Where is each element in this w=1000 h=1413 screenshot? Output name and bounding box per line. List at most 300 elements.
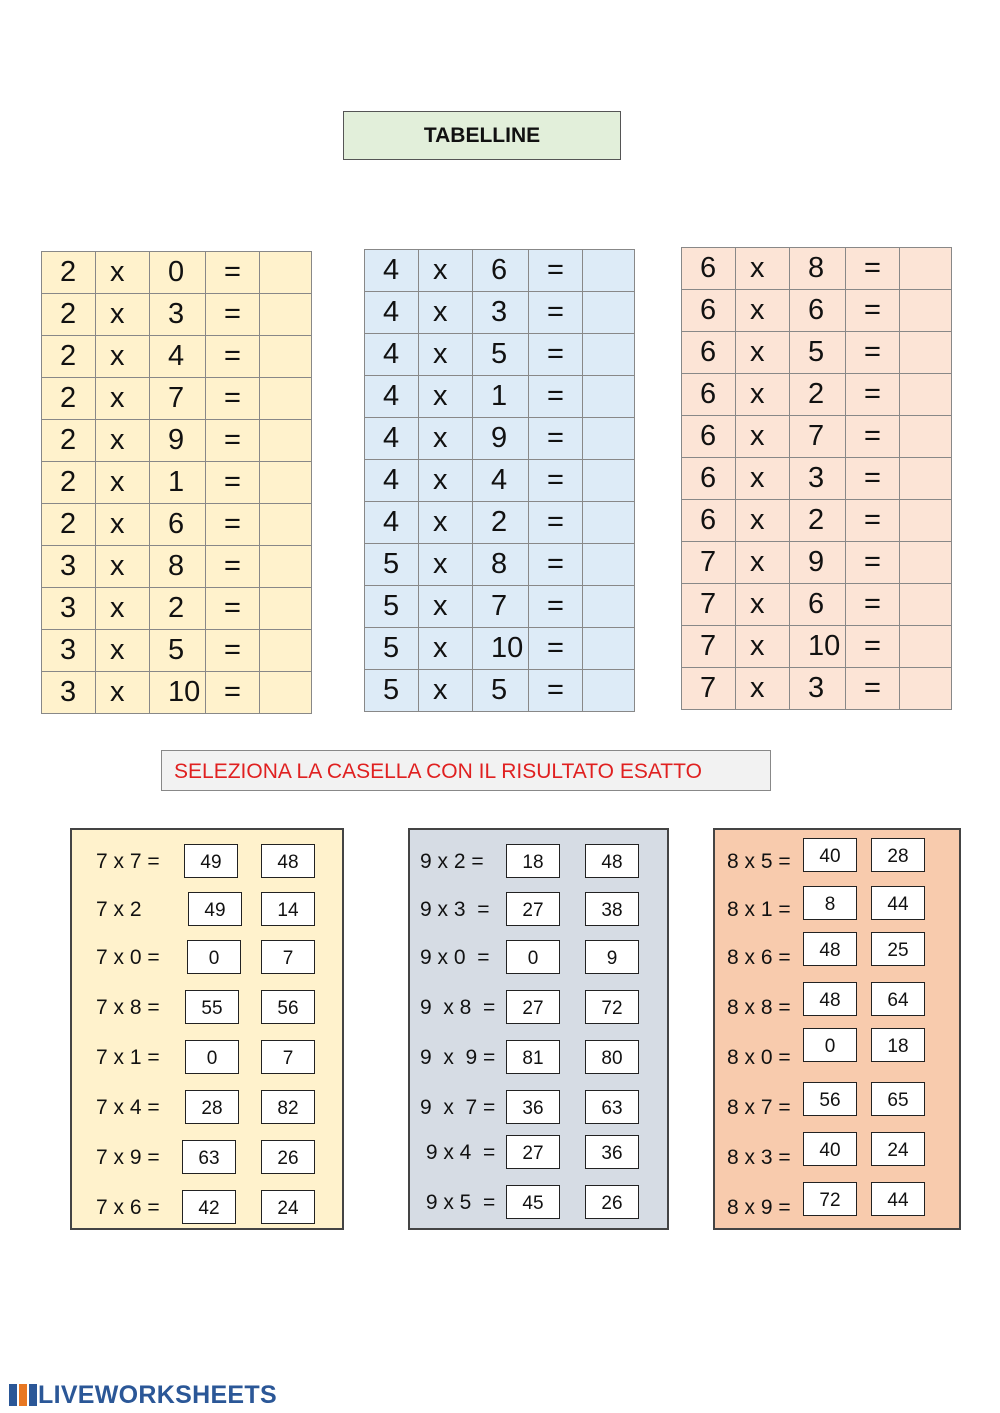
factor-a-cell: 4	[365, 418, 419, 460]
table-row	[42, 672, 312, 714]
answer-input[interactable]	[260, 504, 311, 545]
answer-input[interactable]	[583, 586, 634, 627]
answer-cell[interactable]	[260, 378, 312, 420]
times-sign-cell: x	[419, 376, 473, 418]
factor-a-cell: 4	[365, 460, 419, 502]
table-row	[682, 248, 952, 290]
quiz-question	[715, 940, 959, 980]
factor-a-cell: 3	[42, 546, 96, 588]
factor-b-cell: 2	[790, 500, 846, 542]
factor-a-cell: 6	[682, 332, 736, 374]
answer-option-a[interactable]: 27	[506, 990, 560, 1024]
answer-option-b[interactable]: 26	[585, 1185, 639, 1219]
answer-input[interactable]	[583, 544, 634, 585]
times-sign-cell: x	[419, 670, 473, 712]
times-sign-cell: x	[419, 544, 473, 586]
answer-cell[interactable]	[260, 588, 312, 630]
factor-b-cell: 8	[473, 544, 529, 586]
equals-sign-cell: =	[206, 630, 260, 672]
answer-cell[interactable]	[900, 668, 952, 710]
factor-b-cell: 7	[790, 416, 846, 458]
answer-option-a[interactable]: 55	[185, 990, 239, 1024]
answer-cell[interactable]	[583, 502, 635, 544]
equals-sign-cell: =	[529, 502, 583, 544]
table-row	[682, 500, 952, 542]
answer-input[interactable]	[583, 334, 634, 375]
answer-option-a[interactable]: 42	[182, 1190, 236, 1224]
quiz-question	[410, 1040, 667, 1080]
answer-input[interactable]	[260, 462, 311, 503]
answer-input[interactable]	[583, 628, 634, 669]
factor-b-cell: 5	[473, 670, 529, 712]
times-sign-cell: x	[419, 292, 473, 334]
times-sign-cell: x	[419, 628, 473, 670]
equals-sign-cell: =	[529, 334, 583, 376]
quiz-question	[715, 1036, 959, 1080]
times-sign-cell: x	[96, 336, 150, 378]
answer-option-b[interactable]: 7	[261, 940, 315, 974]
times-sign-cell: x	[736, 416, 790, 458]
answer-input[interactable]	[583, 292, 634, 333]
factor-a-cell: 4	[365, 502, 419, 544]
answer-cell[interactable]	[583, 670, 635, 712]
times-sign-cell: x	[736, 374, 790, 416]
table-row	[42, 294, 312, 336]
times-sign-cell: x	[736, 584, 790, 626]
answer-input[interactable]	[900, 248, 951, 289]
times-sign-cell: x	[736, 458, 790, 500]
answer-option-b[interactable]: 80	[585, 1040, 639, 1074]
factor-a-cell: 4	[365, 250, 419, 292]
answer-option-a[interactable]: 45	[506, 1185, 560, 1219]
equals-sign-cell: =	[846, 584, 900, 626]
factor-b-cell: 10	[790, 626, 846, 668]
answer-option-a[interactable]: 40	[803, 1132, 857, 1166]
times-sign-cell: x	[96, 546, 150, 588]
factor-a-cell: 5	[365, 586, 419, 628]
factor-a-cell: 6	[682, 248, 736, 290]
factor-a-cell: 3	[42, 588, 96, 630]
times-sign-cell: x	[419, 418, 473, 460]
question-label: 8 x 1 =	[727, 898, 791, 921]
table-row	[365, 544, 635, 586]
answer-option-a[interactable]: 8	[803, 886, 857, 920]
factor-b-cell: 10	[473, 628, 529, 670]
answer-cell[interactable]	[900, 500, 952, 542]
quiz-panel-8	[713, 828, 961, 1230]
answer-option-a[interactable]: 49	[188, 892, 242, 926]
answer-option-a[interactable]: 56	[803, 1082, 857, 1116]
table-row	[365, 586, 635, 628]
equals-sign-cell: =	[206, 336, 260, 378]
factor-b-cell: 4	[473, 460, 529, 502]
answer-option-b[interactable]: 7	[261, 1040, 315, 1074]
question-label: 7 x 0 =	[96, 946, 160, 969]
answer-option-b[interactable]: 28	[871, 838, 925, 872]
factor-a-cell: 6	[682, 458, 736, 500]
times-sign-cell: x	[736, 332, 790, 374]
factor-b-cell: 3	[150, 294, 206, 336]
answer-option-b[interactable]: 36	[585, 1135, 639, 1169]
times-sign-cell: x	[419, 460, 473, 502]
liveworksheets-brand-text: LIVEWORKSHEETS	[38, 1380, 277, 1409]
table-row	[365, 334, 635, 376]
quiz-question	[410, 1185, 667, 1225]
factor-a-cell: 2	[42, 420, 96, 462]
answer-option-b[interactable]: 9	[585, 940, 639, 974]
table-row	[365, 292, 635, 334]
answer-option-a[interactable]: 72	[803, 1182, 857, 1216]
equals-sign-cell: =	[206, 462, 260, 504]
table-row	[365, 670, 635, 712]
answer-input[interactable]	[900, 458, 951, 499]
quiz-question	[410, 1135, 667, 1175]
answer-input[interactable]	[260, 252, 311, 293]
question-label: 7 x 9 =	[96, 1146, 160, 1169]
answer-option-b[interactable]: 64	[871, 982, 925, 1016]
equals-sign-cell: =	[529, 670, 583, 712]
quiz-question	[72, 990, 342, 1030]
answer-option-b[interactable]: 44	[871, 1182, 925, 1216]
answer-input[interactable]	[260, 546, 311, 587]
quiz-question	[72, 844, 342, 884]
answer-cell[interactable]	[900, 374, 952, 416]
answer-cell[interactable]	[900, 248, 952, 290]
table-row	[365, 250, 635, 292]
question-label: 9 x 2 =	[420, 850, 484, 873]
factor-a-cell: 5	[365, 628, 419, 670]
answer-option-a[interactable]: 48	[803, 932, 857, 966]
factor-a-cell: 7	[682, 626, 736, 668]
question-label: 9 x 0 =	[420, 946, 490, 969]
times-sign-cell: x	[96, 462, 150, 504]
answer-option-b[interactable]: 14	[261, 892, 315, 926]
times-sign-cell: x	[96, 630, 150, 672]
question-label: 7 x 2	[96, 898, 142, 921]
table-row	[365, 628, 635, 670]
factor-b-cell: 5	[790, 332, 846, 374]
question-label: 7 x 4 =	[96, 1096, 160, 1119]
times-sign-cell: x	[419, 334, 473, 376]
answer-cell[interactable]	[583, 418, 635, 460]
answer-cell[interactable]	[900, 542, 952, 584]
answer-option-b[interactable]: 72	[585, 990, 639, 1024]
quiz-question	[410, 892, 667, 932]
answer-cell[interactable]	[583, 544, 635, 586]
answer-option-a[interactable]: 49	[184, 844, 238, 878]
answer-input[interactable]	[583, 376, 634, 417]
answer-option-a[interactable]: 48	[803, 982, 857, 1016]
quiz-question	[72, 892, 342, 932]
table-row	[42, 252, 312, 294]
factor-a-cell: 5	[365, 544, 419, 586]
times-sign-cell: x	[96, 420, 150, 462]
table-row	[42, 336, 312, 378]
equals-sign-cell: =	[206, 672, 260, 714]
equals-sign-cell: =	[206, 252, 260, 294]
answer-cell[interactable]	[583, 460, 635, 502]
times-sign-cell: x	[96, 504, 150, 546]
answer-cell[interactable]	[900, 626, 952, 668]
times-sign-cell: x	[96, 672, 150, 714]
factor-a-cell: 2	[42, 462, 96, 504]
answer-option-b[interactable]: 48	[585, 844, 639, 878]
answer-option-b[interactable]: 18	[871, 1028, 925, 1062]
answer-cell[interactable]	[583, 250, 635, 292]
answer-cell[interactable]	[900, 458, 952, 500]
answer-cell[interactable]	[260, 504, 312, 546]
factor-b-cell: 9	[473, 418, 529, 460]
quiz-question	[410, 990, 667, 1030]
question-label: 9 x 8 =	[420, 996, 496, 1019]
question-label: 8 x 7 =	[727, 1096, 791, 1119]
times-sign-cell: x	[96, 378, 150, 420]
times-sign-cell: x	[96, 252, 150, 294]
quiz-panel-7	[70, 828, 344, 1230]
question-label: 8 x 6 =	[727, 946, 791, 969]
answer-option-b[interactable]: 63	[585, 1090, 639, 1124]
table-row	[42, 462, 312, 504]
answer-option-b[interactable]: 48	[261, 844, 315, 878]
liveworksheets-logo	[8, 1381, 277, 1409]
answer-input[interactable]	[260, 336, 311, 377]
factor-b-cell: 2	[473, 502, 529, 544]
answer-option-a[interactable]: 40	[803, 838, 857, 872]
liveworksheets-logo-icon	[8, 1382, 38, 1408]
table-row	[365, 460, 635, 502]
factor-b-cell: 6	[790, 290, 846, 332]
answer-input[interactable]	[260, 672, 311, 713]
factor-a-cell: 7	[682, 668, 736, 710]
equals-sign-cell: =	[529, 544, 583, 586]
equals-sign-cell: =	[206, 294, 260, 336]
answer-cell[interactable]	[260, 336, 312, 378]
answer-input[interactable]	[583, 502, 634, 543]
quiz-question	[410, 940, 667, 980]
answer-cell[interactable]	[583, 292, 635, 334]
times-sign-cell: x	[96, 294, 150, 336]
answer-option-a[interactable]: 27	[506, 892, 560, 926]
answer-input[interactable]	[900, 332, 951, 373]
answer-input[interactable]	[583, 250, 634, 291]
table-row	[42, 378, 312, 420]
table-row	[682, 626, 952, 668]
table-row	[682, 332, 952, 374]
answer-option-b[interactable]: 56	[261, 990, 315, 1024]
quiz-question	[715, 892, 959, 932]
answer-option-a[interactable]: 0	[506, 940, 560, 974]
answer-option-a[interactable]: 18	[506, 844, 560, 878]
answer-cell[interactable]	[583, 334, 635, 376]
answer-input[interactable]	[260, 294, 311, 335]
question-label: 9 x 9 =	[420, 1046, 496, 1069]
equals-sign-cell: =	[206, 504, 260, 546]
factor-a-cell: 6	[682, 500, 736, 542]
answer-option-b[interactable]: 26	[261, 1140, 315, 1174]
answer-option-b[interactable]: 25	[871, 932, 925, 966]
factor-b-cell: 2	[790, 374, 846, 416]
answer-cell[interactable]	[260, 294, 312, 336]
equals-sign-cell: =	[529, 586, 583, 628]
factor-a-cell: 7	[682, 542, 736, 584]
answer-cell[interactable]	[900, 332, 952, 374]
factor-b-cell: 3	[473, 292, 529, 334]
table-row	[682, 542, 952, 584]
answer-input[interactable]	[260, 378, 311, 419]
equals-sign-cell: =	[846, 374, 900, 416]
answer-input[interactable]	[900, 584, 951, 625]
answer-cell[interactable]	[583, 376, 635, 418]
answer-input[interactable]	[900, 668, 951, 709]
table-yellow	[41, 251, 312, 714]
factor-b-cell: 6	[790, 584, 846, 626]
equals-sign-cell: =	[206, 420, 260, 462]
factor-b-cell: 8	[150, 546, 206, 588]
table-row	[682, 416, 952, 458]
answer-input[interactable]	[900, 500, 951, 541]
equals-sign-cell: =	[206, 546, 260, 588]
answer-cell[interactable]	[260, 546, 312, 588]
answer-cell[interactable]	[900, 584, 952, 626]
answer-option-a[interactable]: 81	[506, 1040, 560, 1074]
equals-sign-cell: =	[846, 668, 900, 710]
quiz-question	[72, 1190, 342, 1230]
times-sign-cell: x	[419, 502, 473, 544]
factor-a-cell: 7	[682, 584, 736, 626]
answer-input[interactable]	[583, 460, 634, 501]
equals-sign-cell: =	[529, 292, 583, 334]
factor-a-cell: 4	[365, 292, 419, 334]
equals-sign-cell: =	[846, 500, 900, 542]
factor-a-cell: 6	[682, 416, 736, 458]
question-label: 7 x 6 =	[96, 1196, 160, 1219]
factor-b-cell: 10	[150, 672, 206, 714]
equals-sign-cell: =	[529, 460, 583, 502]
factor-a-cell: 2	[42, 294, 96, 336]
answer-option-a[interactable]: 0	[803, 1028, 857, 1062]
factor-b-cell: 7	[150, 378, 206, 420]
equals-sign-cell: =	[846, 332, 900, 374]
factor-b-cell: 0	[150, 252, 206, 294]
quiz-question	[715, 1190, 959, 1230]
factor-b-cell: 5	[150, 630, 206, 672]
answer-option-b[interactable]: 82	[261, 1090, 315, 1124]
question-label: 9 x 7 =	[420, 1096, 496, 1119]
factor-a-cell: 3	[42, 630, 96, 672]
factor-b-cell: 2	[150, 588, 206, 630]
quiz-question	[410, 1090, 667, 1130]
answer-input[interactable]	[583, 418, 634, 459]
answer-cell[interactable]	[260, 630, 312, 672]
times-sign-cell: x	[419, 250, 473, 292]
factor-b-cell: 9	[150, 420, 206, 462]
answer-input[interactable]	[260, 630, 311, 671]
answer-cell[interactable]	[260, 252, 312, 294]
table-row	[682, 458, 952, 500]
quiz-question	[72, 1140, 342, 1180]
quiz-question	[715, 1090, 959, 1130]
answer-option-a[interactable]: 36	[506, 1090, 560, 1124]
answer-input[interactable]	[900, 542, 951, 583]
quiz-question	[410, 844, 667, 884]
question-label: 9 x 3 =	[420, 898, 490, 921]
factor-a-cell: 5	[365, 670, 419, 712]
answer-cell[interactable]	[260, 672, 312, 714]
answer-option-a[interactable]: 27	[506, 1135, 560, 1169]
answer-input[interactable]	[260, 420, 311, 461]
factor-b-cell: 4	[150, 336, 206, 378]
factor-b-cell: 5	[473, 334, 529, 376]
table-pink	[681, 247, 952, 710]
factor-a-cell: 2	[42, 252, 96, 294]
factor-a-cell: 2	[42, 336, 96, 378]
answer-option-b[interactable]: 38	[585, 892, 639, 926]
factor-b-cell: 1	[150, 462, 206, 504]
table-row	[42, 588, 312, 630]
table-row	[682, 668, 952, 710]
quiz-question	[715, 1140, 959, 1180]
times-sign-cell: x	[419, 586, 473, 628]
quiz-panel-9	[408, 828, 669, 1230]
answer-option-a[interactable]: 28	[185, 1090, 239, 1124]
answer-option-a[interactable]: 0	[185, 1040, 239, 1074]
table-row	[682, 584, 952, 626]
answer-cell[interactable]	[900, 416, 952, 458]
answer-input[interactable]	[900, 374, 951, 415]
times-sign-cell: x	[736, 542, 790, 584]
answer-option-a[interactable]: 0	[187, 940, 241, 974]
table-row	[42, 420, 312, 462]
answer-input[interactable]	[900, 290, 951, 331]
answer-cell[interactable]	[260, 420, 312, 462]
equals-sign-cell: =	[846, 290, 900, 332]
factor-b-cell: 9	[790, 542, 846, 584]
factor-b-cell: 3	[790, 458, 846, 500]
answer-cell[interactable]	[260, 462, 312, 504]
answer-option-b[interactable]: 65	[871, 1082, 925, 1116]
quiz-question	[72, 940, 342, 980]
answer-input[interactable]	[260, 588, 311, 629]
times-sign-cell: x	[736, 290, 790, 332]
answer-option-b[interactable]: 24	[261, 1190, 315, 1224]
factor-a-cell: 2	[42, 504, 96, 546]
answer-input[interactable]	[900, 626, 951, 667]
factor-a-cell: 3	[42, 672, 96, 714]
table-row	[365, 502, 635, 544]
answer-input[interactable]	[583, 670, 634, 711]
worksheet-title: TABELLINE	[343, 111, 621, 160]
answer-cell[interactable]	[900, 290, 952, 332]
answer-cell[interactable]	[583, 586, 635, 628]
factor-b-cell: 7	[473, 586, 529, 628]
answer-cell[interactable]	[583, 628, 635, 670]
answer-option-b[interactable]: 24	[871, 1132, 925, 1166]
equals-sign-cell: =	[529, 418, 583, 460]
times-sign-cell: x	[96, 588, 150, 630]
table-row	[682, 374, 952, 416]
factor-a-cell: 2	[42, 378, 96, 420]
answer-input[interactable]	[900, 416, 951, 457]
question-label: 8 x 3 =	[727, 1146, 791, 1169]
answer-option-a[interactable]: 63	[182, 1140, 236, 1174]
factor-b-cell: 1	[473, 376, 529, 418]
question-label: 7 x 1 =	[96, 1046, 160, 1069]
question-label: 8 x 9 =	[727, 1196, 791, 1219]
table-row	[42, 546, 312, 588]
answer-option-b[interactable]: 44	[871, 886, 925, 920]
equals-sign-cell: =	[206, 588, 260, 630]
table-row	[365, 418, 635, 460]
